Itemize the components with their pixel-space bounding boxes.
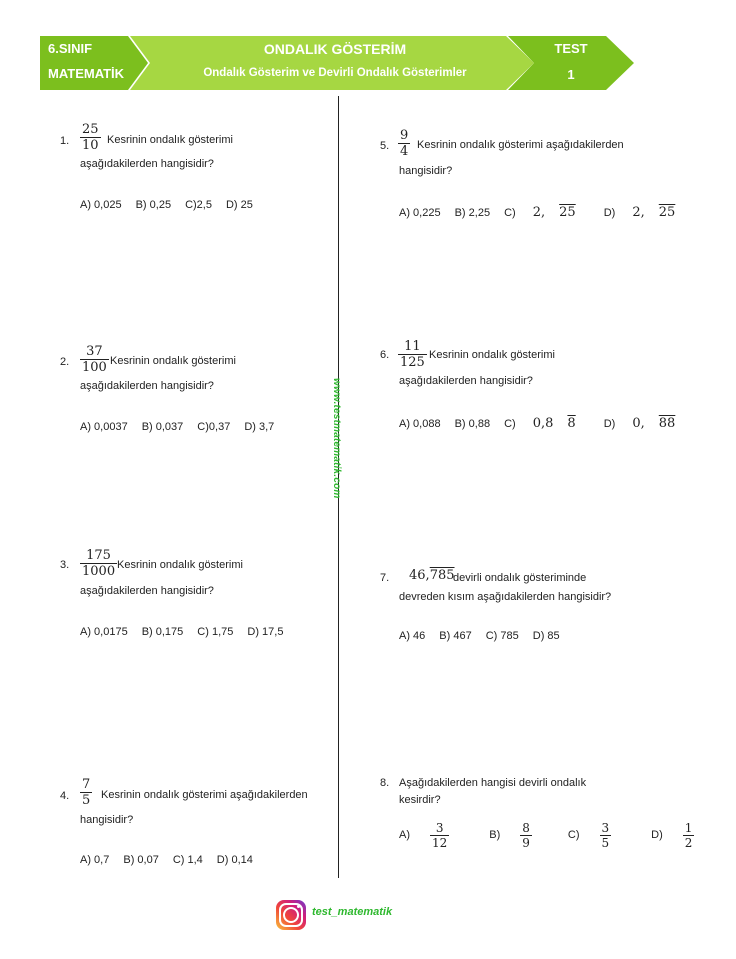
q2-fraction — [80, 344, 109, 375]
q8-text: Aşağıdakilerden hangisi devirli ondalık — [399, 777, 587, 789]
q5-option-c[interactable] — [504, 207, 590, 219]
subject-label: MATEMATİK — [48, 66, 125, 81]
q6-option-c-label: C) — [504, 418, 516, 430]
page-subtitle: Ondalık Gösterim ve Devirli Ondalık Gösterimler — [203, 67, 467, 79]
q8-a-denominator: 12 — [432, 836, 448, 850]
q6-fraction — [398, 339, 427, 370]
instagram-ring — [283, 907, 299, 923]
q1-option-c[interactable]: C)2,5 — [185, 199, 212, 211]
q5-option-d-int: 2, — [632, 205, 645, 220]
q7-option-c[interactable]: C) 785 — [485, 630, 519, 642]
q6-option-c-rep: 8 — [567, 416, 576, 431]
grade-label: 6.SINIF — [48, 41, 93, 56]
instagram-icon[interactable] — [276, 900, 306, 930]
q8-text-2: kesirdir? — [399, 794, 441, 806]
instagram-dot — [297, 905, 300, 908]
q5-options — [399, 205, 703, 220]
q8-option-d[interactable] — [651, 821, 722, 850]
q2-numerator: 37 — [86, 344, 103, 359]
watermark-url: www.testmatematik.com — [331, 378, 342, 499]
q3-number: 3. — [60, 559, 70, 571]
q5-numerator: 9 — [400, 128, 409, 143]
q6-denominator: 125 — [400, 355, 425, 370]
instagram-handle[interactable]: test_matematik — [312, 906, 393, 918]
q6-option-c[interactable] — [504, 418, 590, 430]
q8-c-denominator: 5 — [601, 836, 610, 850]
q6-number: 6. — [380, 349, 390, 361]
q4-option-d[interactable]: D) 0,14 — [216, 854, 253, 866]
q1-number: 1. — [60, 135, 70, 147]
q3-text: Kesrinin ondalık gösterimi — [117, 559, 243, 571]
q1-text-2: aşağıdakilerden hangisidir? — [80, 158, 214, 170]
test-label: TEST — [554, 41, 588, 56]
q8-options — [399, 821, 736, 850]
page-title: ONDALIK GÖSTERİM — [263, 41, 407, 57]
q4-fraction — [80, 777, 92, 808]
q6-text: Kesrinin ondalık gösterimi — [429, 349, 555, 361]
q4-option-a[interactable]: A) 0,7 — [80, 854, 110, 866]
q4-options — [80, 854, 267, 866]
q3-option-c[interactable]: C) 1,75 — [197, 626, 234, 638]
q5-option-a[interactable]: A) 0,225 — [399, 207, 441, 219]
q6-option-a[interactable]: A) 0,088 — [399, 418, 441, 430]
q1-option-a[interactable]: A) 0,025 — [80, 199, 122, 211]
q6-options — [399, 416, 703, 431]
q7-text: devirli ondalık gösteriminde — [453, 572, 587, 584]
q6-option-d-rep: 88 — [658, 416, 676, 431]
q6-option-b[interactable]: B) 0,88 — [454, 418, 491, 430]
q7-decimal — [409, 568, 455, 583]
q1-fraction — [80, 122, 101, 153]
q3-option-b[interactable]: B) 0,175 — [141, 626, 184, 638]
q4-denominator: 5 — [82, 793, 91, 808]
q2-option-d[interactable]: D) 3,7 — [244, 421, 275, 433]
q7-decimal-int: 46, — [409, 568, 430, 583]
q5-option-c-rep: 25 — [559, 205, 576, 220]
q5-text-2: hangisidir? — [399, 165, 453, 177]
q5-option-d[interactable] — [604, 207, 690, 219]
q2-text: Kesrinin ondalık gösterimi — [110, 355, 236, 367]
q7-text-2: devreden kısım aşağıdakilerden hangisidir? — [399, 591, 612, 603]
q8-c-numerator: 3 — [601, 821, 610, 835]
q7-option-b[interactable]: B) 467 — [439, 630, 472, 642]
q4-text-2: hangisidir? — [80, 814, 134, 826]
q7-decimal-rep: 785 — [429, 568, 455, 583]
header-banner — [40, 36, 634, 90]
q4-option-b[interactable]: B) 0,07 — [123, 854, 159, 866]
q8-option-d-fraction — [683, 821, 709, 850]
q8-d-denominator: 2 — [684, 836, 693, 850]
q5-option-b[interactable]: B) 2,25 — [454, 207, 491, 219]
q5-option-d-label: D) — [603, 207, 616, 219]
q8-option-c[interactable] — [567, 821, 639, 850]
q4-numerator: 7 — [82, 777, 91, 792]
q5-fraction — [398, 128, 410, 159]
q5-option-c-int: 2, — [532, 205, 546, 220]
q1-option-d[interactable]: D) 25 — [225, 199, 253, 211]
q8-option-c-label: C) — [567, 829, 580, 842]
q4-number: 4. — [60, 790, 70, 802]
q8-d-numerator: 1 — [684, 821, 693, 835]
q5-option-d-rep: 25 — [658, 205, 676, 220]
q8-option-a[interactable] — [399, 821, 477, 850]
q6-numerator: 11 — [404, 339, 421, 354]
q2-option-b[interactable]: B) 0,037 — [141, 421, 184, 433]
q7-number: 7. — [380, 572, 390, 584]
q7-option-a[interactable]: A) 46 — [399, 630, 426, 642]
q1-numerator: 25 — [82, 122, 99, 137]
q8-number: 8. — [380, 777, 390, 789]
q2-option-c[interactable]: C)0,37 — [197, 421, 231, 433]
q6-option-c-int: 0,8 — [532, 416, 554, 431]
q8-b-numerator: 8 — [522, 821, 530, 835]
q3-text-2: aşağıdakilerden hangisidir? — [80, 585, 214, 597]
q7-option-d[interactable]: D) 85 — [532, 630, 560, 642]
q8-option-d-label: D) — [651, 829, 663, 842]
q5-number: 5. — [380, 140, 390, 152]
q2-denominator: 100 — [82, 360, 107, 375]
q1-option-b[interactable]: B) 0,25 — [135, 199, 172, 211]
q6-option-d-int: 0, — [632, 416, 645, 431]
q5-text: Kesrinin ondalık gösterimi aşağıdakilerden — [417, 139, 624, 151]
q6-option-d[interactable] — [604, 418, 690, 430]
q3-denominator: 1000 — [82, 564, 116, 579]
q3-option-a[interactable]: A) 0,0175 — [80, 626, 128, 638]
q2-number: 2. — [60, 356, 70, 368]
q8-b-denominator: 9 — [522, 836, 530, 850]
q6-option-d-label: D) — [603, 418, 616, 430]
q2-options — [80, 421, 288, 433]
q3-options — [80, 626, 297, 638]
q5-denominator: 4 — [400, 144, 409, 159]
q3-option-d[interactable]: D) 17,5 — [247, 626, 284, 638]
q8-option-a-fraction — [430, 821, 463, 850]
q4-text: Kesrinin ondalık gösterimi aşağıdakilerden — [101, 789, 308, 801]
test-number: 1 — [567, 67, 575, 82]
q8-option-c-fraction — [600, 821, 626, 850]
q5-option-c-label: C) — [504, 207, 516, 219]
q3-fraction — [80, 548, 117, 579]
q7-options — [399, 630, 574, 642]
q4-option-c[interactable]: C) 1,4 — [172, 854, 203, 866]
q1-options — [80, 199, 267, 211]
q8-option-b[interactable] — [489, 821, 560, 850]
q2-option-a[interactable]: A) 0,0037 — [80, 421, 128, 433]
q1-text: Kesrinin ondalık gösterimi — [107, 134, 233, 146]
q8-option-a-label: A) — [399, 829, 410, 842]
q6-text-2: aşağıdakilerden hangisidir? — [399, 375, 533, 387]
q8-option-b-fraction — [520, 821, 546, 850]
q1-denominator: 10 — [82, 138, 99, 153]
q8-option-b-label: B) — [489, 829, 501, 842]
q8-a-numerator: 3 — [435, 821, 444, 835]
q3-numerator: 175 — [86, 548, 111, 563]
q2-text-2: aşağıdakilerden hangisidir? — [80, 380, 214, 392]
